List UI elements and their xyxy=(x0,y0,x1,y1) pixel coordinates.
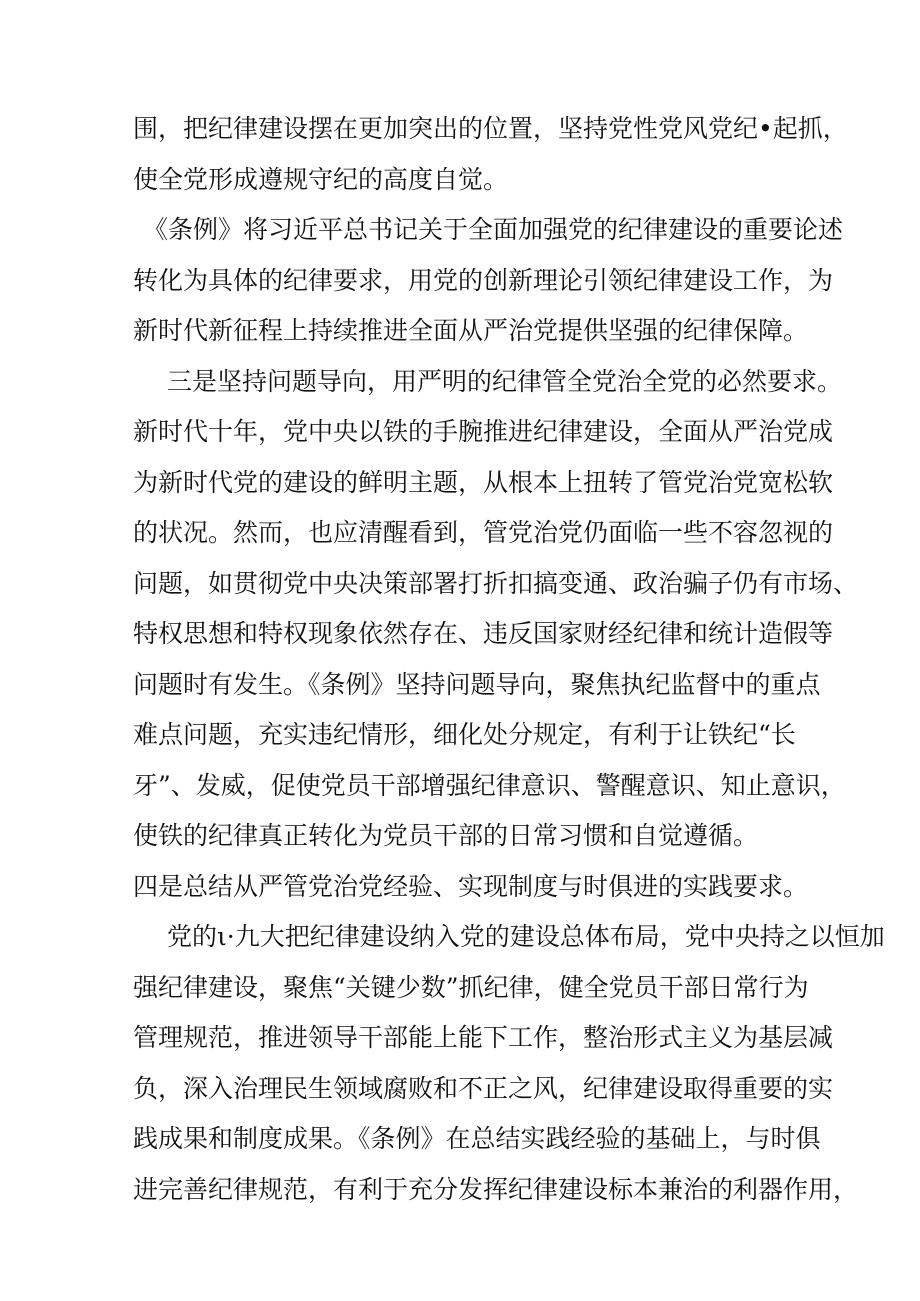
text-line: 的状况。然而，也应清醒看到，管党治党仍面临一些不容忽视的 xyxy=(133,518,834,547)
text-line: 问题时有发生。《条例》坚持问题导向，聚焦执纪监督中的重点 xyxy=(133,670,821,699)
text-line: 进完善纪律规范，有利于充分发挥纪律建设标本兼治的利器作用， xyxy=(133,1175,859,1204)
text-line: 使全党形成遵规守纪的高度自觉。 xyxy=(133,165,509,194)
text-line: 转化为具体的纪律要求，用党的创新理论引领纪律建设工作，为 xyxy=(133,266,834,295)
paragraph-start-line: 四是总结从严管党治党经验、实现制度与时俱进的实践要求。 xyxy=(133,872,809,901)
paragraph-start-line: 《条例》将习近平总书记关于全面加强党的纪律建设的重要论述 xyxy=(143,215,844,244)
text-line: 负，深入治理民生领域腐败和不正之风，纪律建设取得重要的实 xyxy=(133,1074,834,1103)
text-line: 围，把纪律建设摆在更加突出的位置，坚持党性党风党纪•起抓， xyxy=(133,114,848,143)
text-line: 牙”、发威，促使党员干部增强纪律意识、警醒意识、知止意识， xyxy=(133,771,846,800)
text-line: 为新时代党的建设的鲜明主题，从根本上扭转了管党治党宽松软 xyxy=(133,468,834,497)
text-line: 难点问题，充实违纪情形，细化处分规定，有利于让铁纪“长 xyxy=(133,720,796,749)
text-line: 使铁的纪律真正转化为党员干部的日常习惯和自觉遵循。 xyxy=(133,821,759,850)
paragraph-start-line: 三是坚持问题导向，用严明的纪律管全党治全党的必然要求。 xyxy=(167,367,843,396)
text-line: 新时代新征程上持续推进全面从严治党提供坚强的纪律保障。 xyxy=(133,316,809,345)
text-line: 特权思想和特权现象依然存在、违反国家财经纪律和统计造假等 xyxy=(133,619,834,648)
text-line: 管理规范，推进领导干部能上能下工作，整治形式主义为基层减 xyxy=(133,1023,834,1052)
text-line: 践成果和制度成果。《条例》在总结实践经验的基础上，与时俱 xyxy=(133,1124,821,1153)
text-line: 问题，如贯彻党中央决策部署打折扣搞变通、政治骗子仍有市场、 xyxy=(133,569,859,598)
text-line: 新时代十年，党中央以铁的手腕推进纪律建设，全面从严治党成 xyxy=(133,417,834,446)
text-line: 强纪律建设，聚焦“关键少数”抓纪律，健全党员干部日常行为 xyxy=(133,973,809,1002)
text-line: 党的ι·九大把纪律建设纳入党的建设总体布局，党中央持之以恒加 xyxy=(167,922,885,951)
